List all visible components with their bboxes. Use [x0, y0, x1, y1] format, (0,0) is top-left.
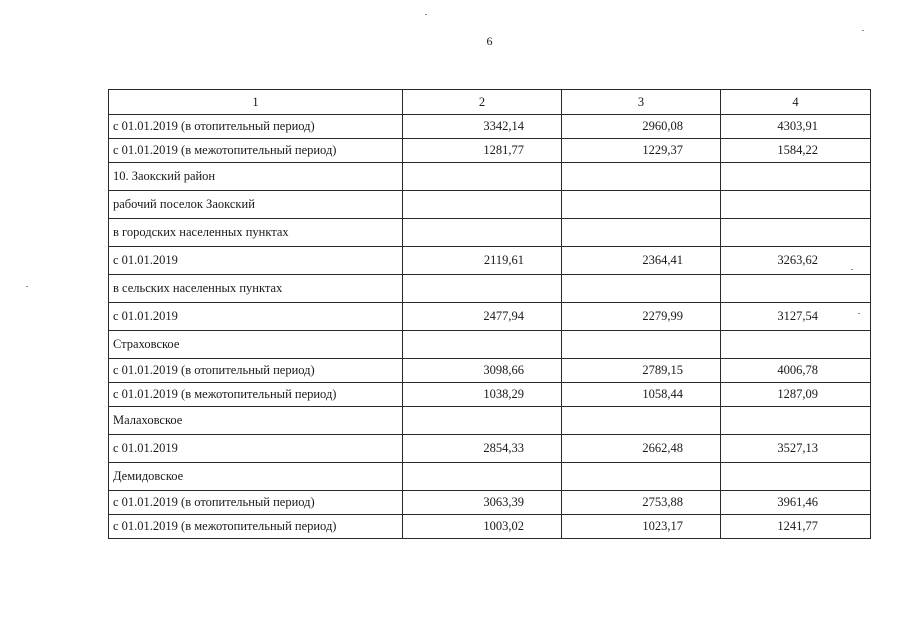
cell-col2: 1038,29 [403, 383, 562, 407]
scan-speck [858, 313, 860, 314]
cell-col4: 1241,77 [721, 515, 871, 539]
column-header: 1 [109, 90, 403, 115]
cell-col2: 3063,39 [403, 491, 562, 515]
cell-col4 [721, 463, 871, 491]
cell-col3 [562, 275, 721, 303]
row-label: с 01.01.2019 (в отопительный период) [109, 491, 403, 515]
table-row [109, 359, 871, 383]
cell-col2: 1281,77 [403, 139, 562, 163]
cell-col3 [562, 163, 721, 191]
cell-col4: 3127,54 [721, 303, 871, 331]
cell-col3: 2960,08 [562, 115, 721, 139]
cell-col4: 4006,78 [721, 359, 871, 383]
table-row [109, 139, 871, 163]
cell-col2: 3342,14 [403, 115, 562, 139]
row-label: с 01.01.2019 (в отопительный период) [109, 115, 403, 139]
cell-col2: 2119,61 [403, 247, 562, 275]
table-row [109, 463, 871, 491]
row-label: с 01.01.2019 [109, 247, 403, 275]
column-header: 4 [721, 90, 871, 115]
tariff-table [108, 89, 871, 539]
cell-col2 [403, 331, 562, 359]
cell-col4: 4303,91 [721, 115, 871, 139]
row-label: Демидовское [109, 463, 403, 491]
row-label: 10. Заокский район [109, 163, 403, 191]
cell-col3 [562, 407, 721, 435]
cell-col4: 1584,22 [721, 139, 871, 163]
table-row [109, 515, 871, 539]
row-label: в городских населенных пунктах [109, 219, 403, 247]
cell-col2: 2854,33 [403, 435, 562, 463]
cell-col3 [562, 219, 721, 247]
cell-col3 [562, 331, 721, 359]
table-row [109, 115, 871, 139]
cell-col3: 1058,44 [562, 383, 721, 407]
row-label: с 01.01.2019 (в межотопительный период) [109, 383, 403, 407]
page-number: 6 [486, 34, 493, 48]
scan-speck [26, 286, 28, 287]
row-label: с 01.01.2019 (в межотопительный период) [109, 139, 403, 163]
table-row [109, 163, 871, 191]
table-row [109, 219, 871, 247]
cell-col4 [721, 191, 871, 219]
row-label: в сельских населенных пунктах [109, 275, 403, 303]
cell-col2 [403, 191, 562, 219]
cell-col2 [403, 163, 562, 191]
cell-col3 [562, 191, 721, 219]
table-row [109, 275, 871, 303]
cell-col4 [721, 331, 871, 359]
cell-col3 [562, 463, 721, 491]
cell-col2 [403, 275, 562, 303]
cell-col3: 1023,17 [562, 515, 721, 539]
cell-col4: 3263,62 [721, 247, 871, 275]
scan-speck [851, 269, 853, 270]
cell-col3: 2364,41 [562, 247, 721, 275]
cell-col4: 3527,13 [721, 435, 871, 463]
table-header-row [109, 90, 871, 115]
row-label: Страховское [109, 331, 403, 359]
cell-col2 [403, 219, 562, 247]
row-label: рабочий поселок Заокский [109, 191, 403, 219]
row-label: с 01.01.2019 [109, 303, 403, 331]
column-header: 2 [403, 90, 562, 115]
cell-col4 [721, 163, 871, 191]
row-label: с 01.01.2019 (в отопительный период) [109, 359, 403, 383]
cell-col2 [403, 407, 562, 435]
cell-col2 [403, 463, 562, 491]
cell-col4 [721, 275, 871, 303]
column-header: 3 [562, 90, 721, 115]
cell-col3: 1229,37 [562, 139, 721, 163]
table-row [109, 303, 871, 331]
scan-speck [425, 14, 427, 15]
cell-col3: 2279,99 [562, 303, 721, 331]
table-row [109, 407, 871, 435]
cell-col2: 2477,94 [403, 303, 562, 331]
table-row [109, 383, 871, 407]
cell-col4: 3961,46 [721, 491, 871, 515]
cell-col4 [721, 407, 871, 435]
table-row [109, 435, 871, 463]
table-row [109, 331, 871, 359]
cell-col3: 2789,15 [562, 359, 721, 383]
cell-col4: 1287,09 [721, 383, 871, 407]
cell-col2: 1003,02 [403, 515, 562, 539]
cell-col4 [721, 219, 871, 247]
table-row [109, 247, 871, 275]
scan-speck [862, 30, 864, 31]
cell-col3: 2753,88 [562, 491, 721, 515]
cell-col2: 3098,66 [403, 359, 562, 383]
cell-col3: 2662,48 [562, 435, 721, 463]
row-label: с 01.01.2019 [109, 435, 403, 463]
row-label: с 01.01.2019 (в межотопительный период) [109, 515, 403, 539]
row-label: Малаховское [109, 407, 403, 435]
table-row [109, 191, 871, 219]
table-row [109, 491, 871, 515]
